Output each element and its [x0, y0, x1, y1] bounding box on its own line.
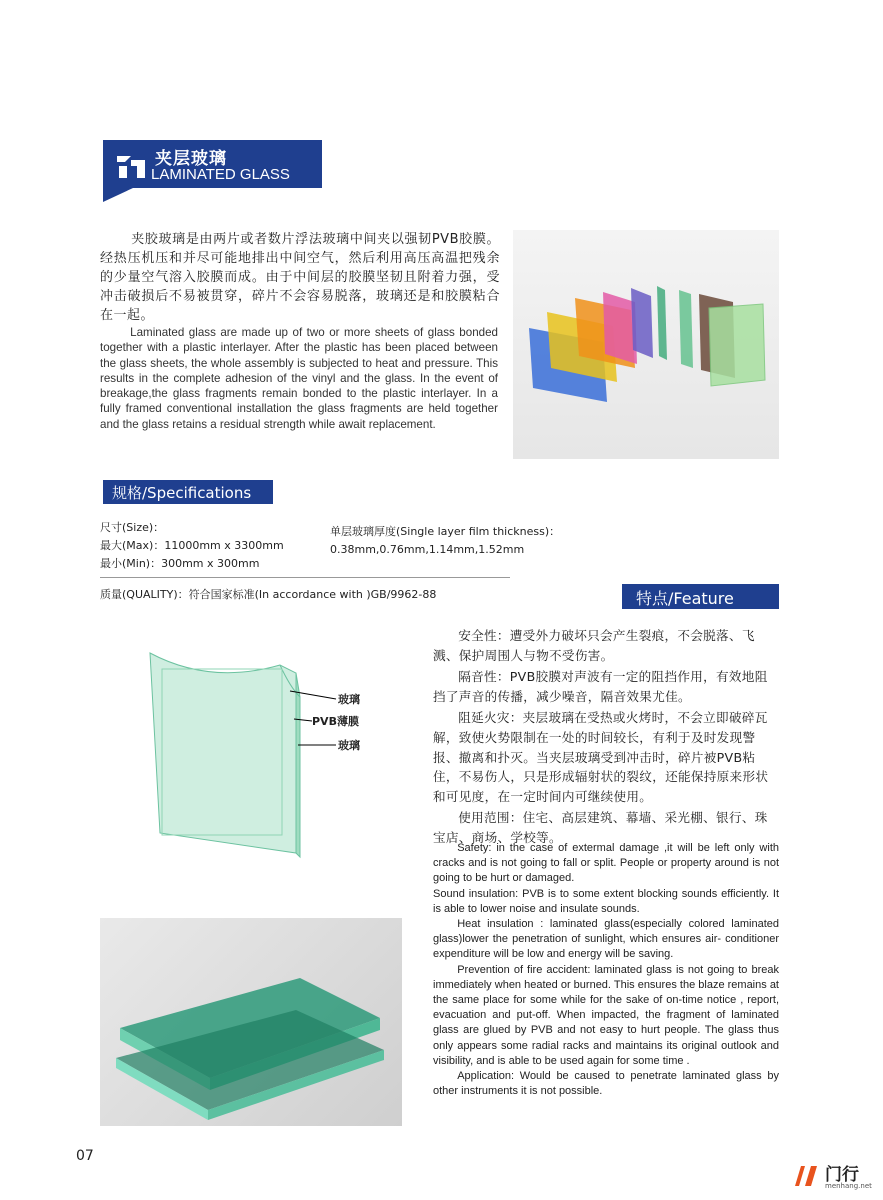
watermark	[793, 1160, 873, 1194]
header-title-en: LAMINATED GLASS	[151, 166, 290, 183]
page-number: 07	[76, 1148, 94, 1164]
feature-zh-fire: 阻延火灾：夹层玻璃在受热或火烤时，不会立即破碎瓦解，致使火势限制在一处的时间较长，有利于及时发现警报、撤离和扑灭。当夹层玻璃受到冲击时，碎片被PVB粘住，不易伤人，只是形成辐射状的裂纹，还能保持原来形状和可见度，在一定时间内可继续使用。	[433, 710, 769, 804]
feature-bar-label: 特点/Feature	[636, 589, 734, 608]
feature-text-zh	[433, 626, 779, 850]
feature-en-sound: Sound insulation: PVB is to some extent blocking sounds efficiently. It is able to lower noise and insulate sounds.	[433, 887, 779, 915]
spec-quality: 质量(QUALITY)：符合国家标准(In accordance with )GB/9962-88	[100, 588, 437, 601]
feature-en-application: Application: Would be caused to penetrate laminated glass by other instruments it is not possible.	[433, 1070, 779, 1098]
intro-text-zh: 夹胶玻璃是由两片或者数片浮法玻璃中间夹以强韧PVB胶膜。经热压机压和并尽可能地排出中间空气，然后利用高压高温把残余的少量空气溶入胶膜而成。由于中间层的胶膜坚韧且附着力强，受冲击破损后不易被贯穿，碎片不会容易脱落，玻璃还是和胶膜粘合在一起。	[100, 232, 500, 323]
label-glass-bottom: 玻璃	[338, 739, 360, 752]
feature-zh-safety: 安全性：遭受外力破坏只会产生裂痕，不会脱落、飞溅、保护周围人与物不受伤害。	[433, 628, 755, 663]
colored-glass-photo	[513, 230, 779, 459]
feature-en-heat: Heat insulation : laminated glass(especially colored laminated glass)lower the penetration of sunlight, which ensures air- conditioner expenditure will be low and energy will be saving.	[433, 918, 779, 961]
spec-film-label: 单层玻璃厚度(Single layer film thickness)：	[330, 525, 561, 538]
specifications-bar-label: 规格/Specifications	[112, 484, 252, 502]
spec-film-block	[330, 523, 560, 559]
feature-zh-sound: 隔音性：PVB胶膜对声波有一定的阻挡作用，有效地阻挡了声音的传播，减少噪音，隔音效果尤佳。	[433, 669, 768, 704]
spec-size-min: 最小(Min)：300mm x 300mm	[100, 557, 260, 570]
laminated-glass-diagram	[140, 625, 380, 865]
spec-size-max: 最大(Max)：11000mm x 3300mm	[100, 539, 284, 552]
feature-zh-application: 使用范围：住宅、高层建筑、幕墙、采光棚、银行、珠宝店、商场、学校等。	[433, 810, 768, 845]
feature-bar	[622, 584, 779, 609]
watermark-logo-icon	[793, 1162, 819, 1188]
header-title-zh: 夹层玻璃	[155, 149, 227, 169]
brand-logo-icon	[115, 148, 149, 182]
spec-size-block	[100, 519, 284, 573]
stacked-glass-photo	[100, 918, 402, 1126]
watermark-sub: menhang.net	[825, 1182, 872, 1190]
specifications-bar	[103, 480, 273, 504]
divider-line	[100, 577, 510, 578]
feature-text-en	[433, 841, 779, 1099]
intro-text-en: Laminated glass are made up of two or more sheets of glass bonded together with a plastic interlayer. After the plastic has been placed between the glass sheets, the whole assembly is subjected to heat and pressure. This results in the complete adhesion of the vinyl and the glass. In the event of breakage,the glass fragments remain bonded to the plastic interlayer. In a fully framed conventional installation the glass fragments are held together and the glass retains a residual strength while await replacement.	[100, 326, 498, 431]
feature-en-safety: Safety: in the case of extermal damage ,it will be left only with cracks and is not going to fall or split. People or property around is not going to be hurt or damaged.	[433, 842, 779, 885]
section-header-banner	[103, 140, 322, 188]
header-tail-decoration	[103, 188, 133, 202]
feature-en-fire: Prevention of fire accident: laminated glass is not going to break immediately when heated or burned. This ensures the blaze remains at the same place for some while for the sake of on-time notice , report, evacuation and put-off. When impacted, the fragment of laminated glass are glued by PVB and not easy to hurt people. The glass thus only appears some radial racks and maintains its original outlook and visibility, and is able to be used again for some time .	[433, 963, 779, 1067]
label-glass-top: 玻璃	[338, 693, 360, 706]
label-pvb: PVB薄膜	[312, 715, 359, 728]
spec-film-values: 0.38mm,0.76mm,1.14mm,1.52mm	[330, 543, 525, 556]
spec-size-label: 尺寸(Size)：	[100, 521, 165, 534]
watermark-text: 门行	[825, 1165, 859, 1185]
